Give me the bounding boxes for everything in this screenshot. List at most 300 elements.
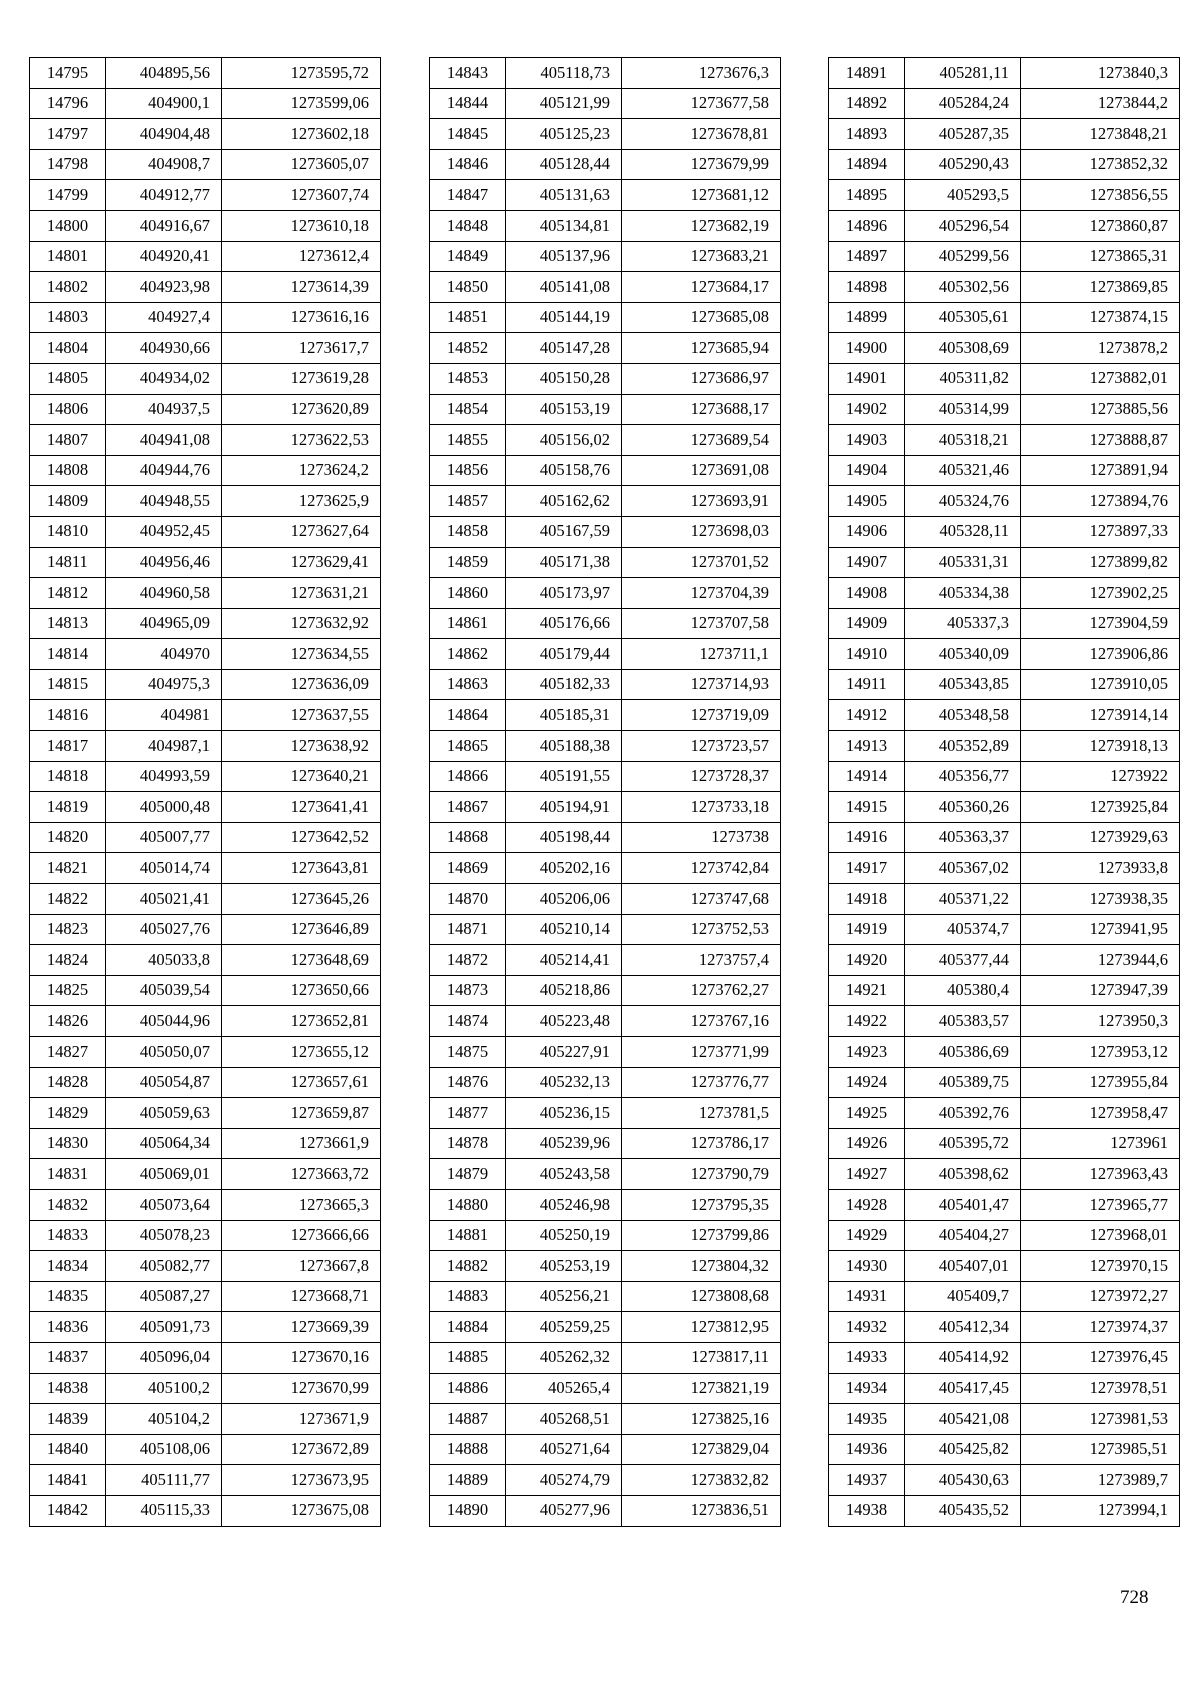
table-row — [430, 119, 781, 150]
point-number-cell: 14815 — [30, 669, 106, 700]
table-row — [30, 272, 381, 303]
y-coordinate-cell: 1273844,2 — [1021, 88, 1180, 119]
point-number-cell: 14938 — [829, 1495, 905, 1526]
y-coordinate-cell: 1273925,84 — [1021, 792, 1180, 823]
table-row — [430, 302, 781, 333]
table-row — [829, 884, 1180, 915]
y-coordinate-cell: 1273632,92 — [222, 608, 381, 639]
y-coordinate-cell: 1273897,33 — [1021, 516, 1180, 547]
x-coordinate-cell: 405246,98 — [506, 1189, 622, 1220]
y-coordinate-cell: 1273953,12 — [1021, 1037, 1180, 1068]
table-row — [829, 1434, 1180, 1465]
point-number-cell: 14834 — [30, 1251, 106, 1282]
point-number-cell: 14880 — [430, 1189, 506, 1220]
y-coordinate-cell: 1273614,39 — [222, 272, 381, 303]
y-coordinate-cell: 1273970,15 — [1021, 1251, 1180, 1282]
point-number-cell: 14894 — [829, 149, 905, 180]
table-row — [430, 58, 781, 89]
point-number-cell: 14920 — [829, 945, 905, 976]
x-coordinate-cell: 404900,1 — [106, 88, 222, 119]
x-coordinate-cell: 404912,77 — [106, 180, 222, 211]
point-number-cell: 14904 — [829, 455, 905, 486]
table-row — [30, 792, 381, 823]
y-coordinate-cell: 1273681,12 — [622, 180, 781, 211]
point-number-cell: 14867 — [430, 792, 506, 823]
x-coordinate-cell: 405268,51 — [506, 1404, 622, 1435]
y-coordinate-cell: 1273676,3 — [622, 58, 781, 89]
y-coordinate-cell: 1273634,55 — [222, 639, 381, 670]
table-row — [430, 455, 781, 486]
table-row — [430, 1495, 781, 1526]
x-coordinate-cell: 405014,74 — [106, 853, 222, 884]
table-row — [30, 578, 381, 609]
table-row — [430, 1465, 781, 1496]
table-row — [430, 149, 781, 180]
y-coordinate-cell: 1273752,53 — [622, 914, 781, 945]
y-coordinate-cell: 1273825,16 — [622, 1404, 781, 1435]
y-coordinate-cell: 1273795,35 — [622, 1189, 781, 1220]
table-row — [829, 210, 1180, 241]
point-number-cell: 14882 — [430, 1251, 506, 1282]
x-coordinate-cell: 405206,06 — [506, 884, 622, 915]
point-number-cell: 14912 — [829, 700, 905, 731]
y-coordinate-cell: 1273899,82 — [1021, 547, 1180, 578]
table-row — [430, 1189, 781, 1220]
y-coordinate-cell: 1273605,07 — [222, 149, 381, 180]
y-coordinate-cell: 1273620,89 — [222, 394, 381, 425]
table-row — [30, 149, 381, 180]
y-coordinate-cell: 1273918,13 — [1021, 731, 1180, 762]
x-coordinate-cell: 405360,26 — [905, 792, 1021, 823]
table-row — [30, 486, 381, 517]
y-coordinate-cell: 1273617,7 — [222, 333, 381, 364]
point-number-cell: 14915 — [829, 792, 905, 823]
y-coordinate-cell: 1273684,17 — [622, 272, 781, 303]
x-coordinate-cell: 405167,59 — [506, 516, 622, 547]
table-row — [430, 1373, 781, 1404]
table-row — [829, 455, 1180, 486]
y-coordinate-cell: 1273848,21 — [1021, 119, 1180, 150]
x-coordinate-cell: 404923,98 — [106, 272, 222, 303]
point-number-cell: 14909 — [829, 608, 905, 639]
point-number-cell: 14875 — [430, 1037, 506, 1068]
table-row — [30, 639, 381, 670]
table-row — [30, 822, 381, 853]
point-number-cell: 14885 — [430, 1342, 506, 1373]
x-coordinate-cell: 405367,02 — [905, 853, 1021, 884]
x-coordinate-cell: 405386,69 — [905, 1037, 1021, 1068]
y-coordinate-cell: 1273652,81 — [222, 1006, 381, 1037]
y-coordinate-cell: 1273955,84 — [1021, 1067, 1180, 1098]
point-number-cell: 14899 — [829, 302, 905, 333]
table-row — [30, 363, 381, 394]
point-number-cell: 14838 — [30, 1373, 106, 1404]
x-coordinate-cell: 405265,4 — [506, 1373, 622, 1404]
x-coordinate-cell: 405259,25 — [506, 1312, 622, 1343]
table-row — [829, 669, 1180, 700]
coordinate-table-1 — [29, 57, 381, 1527]
point-number-cell: 14806 — [30, 394, 106, 425]
point-number-cell: 14926 — [829, 1128, 905, 1159]
y-coordinate-cell: 1273865,31 — [1021, 241, 1180, 272]
table-row — [430, 914, 781, 945]
point-number-cell: 14813 — [30, 608, 106, 639]
y-coordinate-cell: 1273994,1 — [1021, 1495, 1180, 1526]
point-number-cell: 14879 — [430, 1159, 506, 1190]
y-coordinate-cell: 1273852,32 — [1021, 149, 1180, 180]
point-number-cell: 14854 — [430, 394, 506, 425]
point-number-cell: 14886 — [430, 1373, 506, 1404]
table-row — [30, 1434, 381, 1465]
x-coordinate-cell: 404993,59 — [106, 761, 222, 792]
point-number-cell: 14895 — [829, 180, 905, 211]
point-number-cell: 14929 — [829, 1220, 905, 1251]
point-number-cell: 14935 — [829, 1404, 905, 1435]
point-number-cell: 14884 — [430, 1312, 506, 1343]
table-row — [30, 1404, 381, 1435]
point-number-cell: 14819 — [30, 792, 106, 823]
y-coordinate-cell: 1273747,68 — [622, 884, 781, 915]
point-number-cell: 14896 — [829, 210, 905, 241]
point-number-cell: 14858 — [430, 516, 506, 547]
y-coordinate-cell: 1273989,7 — [1021, 1465, 1180, 1496]
table-row — [430, 1434, 781, 1465]
y-coordinate-cell: 1273719,09 — [622, 700, 781, 731]
point-number-cell: 14857 — [430, 486, 506, 517]
x-coordinate-cell: 405156,02 — [506, 425, 622, 456]
table-row — [829, 1281, 1180, 1312]
table-row — [430, 516, 781, 547]
table-row — [430, 486, 781, 517]
table-row — [30, 731, 381, 762]
point-number-cell: 14853 — [430, 363, 506, 394]
x-coordinate-cell: 405308,69 — [905, 333, 1021, 364]
table-row — [430, 1037, 781, 1068]
x-coordinate-cell: 405321,46 — [905, 455, 1021, 486]
point-number-cell: 14816 — [30, 700, 106, 731]
table-row — [430, 333, 781, 364]
point-number-cell: 14859 — [430, 547, 506, 578]
x-coordinate-cell: 405352,89 — [905, 731, 1021, 762]
x-coordinate-cell: 405383,57 — [905, 1006, 1021, 1037]
x-coordinate-cell: 405392,76 — [905, 1098, 1021, 1129]
y-coordinate-cell: 1273637,55 — [222, 700, 381, 731]
x-coordinate-cell: 405182,33 — [506, 669, 622, 700]
table-row — [30, 1495, 381, 1526]
point-number-cell: 14841 — [30, 1465, 106, 1496]
point-number-cell: 14861 — [430, 608, 506, 639]
x-coordinate-cell: 405218,86 — [506, 975, 622, 1006]
x-coordinate-cell: 405100,2 — [106, 1373, 222, 1404]
table-row — [829, 241, 1180, 272]
table-row — [30, 1373, 381, 1404]
point-number-cell: 14927 — [829, 1159, 905, 1190]
point-number-cell: 14848 — [430, 210, 506, 241]
x-coordinate-cell: 405409,7 — [905, 1281, 1021, 1312]
y-coordinate-cell: 1273636,09 — [222, 669, 381, 700]
y-coordinate-cell: 1273673,95 — [222, 1465, 381, 1496]
table-row — [829, 608, 1180, 639]
x-coordinate-cell: 405198,44 — [506, 822, 622, 853]
table-row — [829, 853, 1180, 884]
x-coordinate-cell: 405337,3 — [905, 608, 1021, 639]
y-coordinate-cell: 1273878,2 — [1021, 333, 1180, 364]
y-coordinate-cell: 1273686,97 — [622, 363, 781, 394]
x-coordinate-cell: 405021,41 — [106, 884, 222, 915]
y-coordinate-cell: 1273607,74 — [222, 180, 381, 211]
x-coordinate-cell: 404937,5 — [106, 394, 222, 425]
point-number-cell: 14868 — [430, 822, 506, 853]
x-coordinate-cell: 405137,96 — [506, 241, 622, 272]
y-coordinate-cell: 1273958,47 — [1021, 1098, 1180, 1129]
x-coordinate-cell: 405407,01 — [905, 1251, 1021, 1282]
table-row — [30, 1189, 381, 1220]
point-number-cell: 14840 — [30, 1434, 106, 1465]
table-row — [30, 1098, 381, 1129]
y-coordinate-cell: 1273610,18 — [222, 210, 381, 241]
table-row — [430, 822, 781, 853]
x-coordinate-cell: 405191,55 — [506, 761, 622, 792]
point-number-cell: 14797 — [30, 119, 106, 150]
x-coordinate-cell: 405162,62 — [506, 486, 622, 517]
table-row — [829, 1342, 1180, 1373]
y-coordinate-cell: 1273642,52 — [222, 822, 381, 853]
x-coordinate-cell: 405256,21 — [506, 1281, 622, 1312]
y-coordinate-cell: 1273968,01 — [1021, 1220, 1180, 1251]
y-coordinate-cell: 1273625,9 — [222, 486, 381, 517]
table-row — [430, 884, 781, 915]
y-coordinate-cell: 1273885,56 — [1021, 394, 1180, 425]
point-number-cell: 14908 — [829, 578, 905, 609]
table-row — [829, 1251, 1180, 1282]
x-coordinate-cell: 405227,91 — [506, 1037, 622, 1068]
y-coordinate-cell: 1273688,17 — [622, 394, 781, 425]
x-coordinate-cell: 405401,47 — [905, 1189, 1021, 1220]
x-coordinate-cell: 405096,04 — [106, 1342, 222, 1373]
table-row — [829, 1037, 1180, 1068]
x-coordinate-cell: 404920,41 — [106, 241, 222, 272]
x-coordinate-cell: 405141,08 — [506, 272, 622, 303]
x-coordinate-cell: 405179,44 — [506, 639, 622, 670]
y-coordinate-cell: 1273812,95 — [622, 1312, 781, 1343]
point-number-cell: 14828 — [30, 1067, 106, 1098]
table-row — [829, 1189, 1180, 1220]
x-coordinate-cell: 405314,99 — [905, 394, 1021, 425]
table-row — [829, 547, 1180, 578]
y-coordinate-cell: 1273599,06 — [222, 88, 381, 119]
x-coordinate-cell: 405281,11 — [905, 58, 1021, 89]
table-row — [430, 272, 781, 303]
y-coordinate-cell: 1273666,66 — [222, 1220, 381, 1251]
y-coordinate-cell: 1273860,87 — [1021, 210, 1180, 241]
point-number-cell: 14851 — [430, 302, 506, 333]
point-number-cell: 14918 — [829, 884, 905, 915]
point-number-cell: 14932 — [829, 1312, 905, 1343]
x-coordinate-cell: 405108,06 — [106, 1434, 222, 1465]
point-number-cell: 14843 — [430, 58, 506, 89]
point-number-cell: 14856 — [430, 455, 506, 486]
table-row — [30, 914, 381, 945]
point-number-cell: 14822 — [30, 884, 106, 915]
table-row — [30, 1281, 381, 1312]
point-number-cell: 14922 — [829, 1006, 905, 1037]
x-coordinate-cell: 405377,44 — [905, 945, 1021, 976]
table-row — [430, 1220, 781, 1251]
table-row — [829, 88, 1180, 119]
x-coordinate-cell: 405412,34 — [905, 1312, 1021, 1343]
point-number-cell: 14798 — [30, 149, 106, 180]
table-row — [430, 1312, 781, 1343]
point-number-cell: 14883 — [430, 1281, 506, 1312]
table-row — [30, 302, 381, 333]
y-coordinate-cell: 1273821,19 — [622, 1373, 781, 1404]
y-coordinate-cell: 1273947,39 — [1021, 975, 1180, 1006]
point-number-cell: 14878 — [430, 1128, 506, 1159]
x-coordinate-cell: 405380,4 — [905, 975, 1021, 1006]
y-coordinate-cell: 1273974,37 — [1021, 1312, 1180, 1343]
table-row — [829, 149, 1180, 180]
y-coordinate-cell: 1273944,6 — [1021, 945, 1180, 976]
point-number-cell: 14905 — [829, 486, 905, 517]
point-number-cell: 14802 — [30, 272, 106, 303]
table-row — [430, 1067, 781, 1098]
x-coordinate-cell: 405331,31 — [905, 547, 1021, 578]
table-row — [30, 608, 381, 639]
point-number-cell: 14820 — [30, 822, 106, 853]
point-number-cell: 14910 — [829, 639, 905, 670]
point-number-cell: 14934 — [829, 1373, 905, 1404]
x-coordinate-cell: 405389,75 — [905, 1067, 1021, 1098]
y-coordinate-cell: 1273670,16 — [222, 1342, 381, 1373]
point-number-cell: 14845 — [430, 119, 506, 150]
x-coordinate-cell: 405171,38 — [506, 547, 622, 578]
table-row — [829, 578, 1180, 609]
table-row — [30, 761, 381, 792]
point-number-cell: 14916 — [829, 822, 905, 853]
x-coordinate-cell: 405223,48 — [506, 1006, 622, 1037]
point-number-cell: 14863 — [430, 669, 506, 700]
point-number-cell: 14887 — [430, 1404, 506, 1435]
x-coordinate-cell: 405069,01 — [106, 1159, 222, 1190]
point-number-cell: 14832 — [30, 1189, 106, 1220]
y-coordinate-cell: 1273698,03 — [622, 516, 781, 547]
point-number-cell: 14807 — [30, 425, 106, 456]
point-number-cell: 14824 — [30, 945, 106, 976]
point-number-cell: 14872 — [430, 945, 506, 976]
x-coordinate-cell: 405188,38 — [506, 731, 622, 762]
table-row — [30, 516, 381, 547]
x-coordinate-cell: 405147,28 — [506, 333, 622, 364]
table-row — [430, 608, 781, 639]
point-number-cell: 14833 — [30, 1220, 106, 1251]
y-coordinate-cell: 1273675,08 — [222, 1495, 381, 1526]
x-coordinate-cell: 405363,37 — [905, 822, 1021, 853]
table-row — [829, 119, 1180, 150]
y-coordinate-cell: 1273689,54 — [622, 425, 781, 456]
y-coordinate-cell: 1273704,39 — [622, 578, 781, 609]
y-coordinate-cell: 1273723,57 — [622, 731, 781, 762]
table-row — [30, 547, 381, 578]
point-number-cell: 14919 — [829, 914, 905, 945]
y-coordinate-cell: 1273669,39 — [222, 1312, 381, 1343]
point-number-cell: 14873 — [430, 975, 506, 1006]
point-number-cell: 14876 — [430, 1067, 506, 1098]
table-row — [829, 700, 1180, 731]
point-number-cell: 14871 — [430, 914, 506, 945]
x-coordinate-cell: 405073,64 — [106, 1189, 222, 1220]
y-coordinate-cell: 1273667,8 — [222, 1251, 381, 1282]
y-coordinate-cell: 1273985,51 — [1021, 1434, 1180, 1465]
y-coordinate-cell: 1273869,85 — [1021, 272, 1180, 303]
x-coordinate-cell: 405398,62 — [905, 1159, 1021, 1190]
x-coordinate-cell: 405144,19 — [506, 302, 622, 333]
table-row — [30, 1251, 381, 1282]
y-coordinate-cell: 1273711,1 — [622, 639, 781, 670]
x-coordinate-cell: 405214,41 — [506, 945, 622, 976]
x-coordinate-cell: 405250,19 — [506, 1220, 622, 1251]
table-row — [30, 884, 381, 915]
point-number-cell: 14870 — [430, 884, 506, 915]
point-number-cell: 14818 — [30, 761, 106, 792]
x-coordinate-cell: 404916,67 — [106, 210, 222, 241]
y-coordinate-cell: 1273665,3 — [222, 1189, 381, 1220]
table-row — [30, 700, 381, 731]
table-row — [430, 1159, 781, 1190]
x-coordinate-cell: 404952,45 — [106, 516, 222, 547]
point-number-cell: 14936 — [829, 1434, 905, 1465]
x-coordinate-cell: 405202,16 — [506, 853, 622, 884]
x-coordinate-cell: 404987,1 — [106, 731, 222, 762]
x-coordinate-cell: 405290,43 — [905, 149, 1021, 180]
y-coordinate-cell: 1273882,01 — [1021, 363, 1180, 394]
table-row — [30, 58, 381, 89]
y-coordinate-cell: 1273678,81 — [622, 119, 781, 150]
y-coordinate-cell: 1273657,61 — [222, 1067, 381, 1098]
y-coordinate-cell: 1273972,27 — [1021, 1281, 1180, 1312]
y-coordinate-cell: 1273978,51 — [1021, 1373, 1180, 1404]
point-number-cell: 14903 — [829, 425, 905, 456]
y-coordinate-cell: 1273888,87 — [1021, 425, 1180, 456]
x-coordinate-cell: 405131,63 — [506, 180, 622, 211]
y-coordinate-cell: 1273742,84 — [622, 853, 781, 884]
x-coordinate-cell: 404981 — [106, 700, 222, 731]
y-coordinate-cell: 1273668,71 — [222, 1281, 381, 1312]
point-number-cell: 14869 — [430, 853, 506, 884]
table-row — [829, 914, 1180, 945]
point-number-cell: 14860 — [430, 578, 506, 609]
table-row — [30, 425, 381, 456]
y-coordinate-cell: 1273938,35 — [1021, 884, 1180, 915]
table-row — [829, 516, 1180, 547]
x-coordinate-cell: 405078,23 — [106, 1220, 222, 1251]
y-coordinate-cell: 1273663,72 — [222, 1159, 381, 1190]
point-number-cell: 14799 — [30, 180, 106, 211]
y-coordinate-cell: 1273670,99 — [222, 1373, 381, 1404]
y-coordinate-cell: 1273648,69 — [222, 945, 381, 976]
y-coordinate-cell: 1273933,8 — [1021, 853, 1180, 884]
point-number-cell: 14893 — [829, 119, 905, 150]
y-coordinate-cell: 1273781,5 — [622, 1098, 781, 1129]
point-number-cell: 14911 — [829, 669, 905, 700]
y-coordinate-cell: 1273965,77 — [1021, 1189, 1180, 1220]
x-coordinate-cell: 404956,46 — [106, 547, 222, 578]
x-coordinate-cell: 405210,14 — [506, 914, 622, 945]
y-coordinate-cell: 1273624,2 — [222, 455, 381, 486]
point-number-cell: 14931 — [829, 1281, 905, 1312]
y-coordinate-cell: 1273776,77 — [622, 1067, 781, 1098]
y-coordinate-cell: 1273976,45 — [1021, 1342, 1180, 1373]
table-row — [30, 1465, 381, 1496]
